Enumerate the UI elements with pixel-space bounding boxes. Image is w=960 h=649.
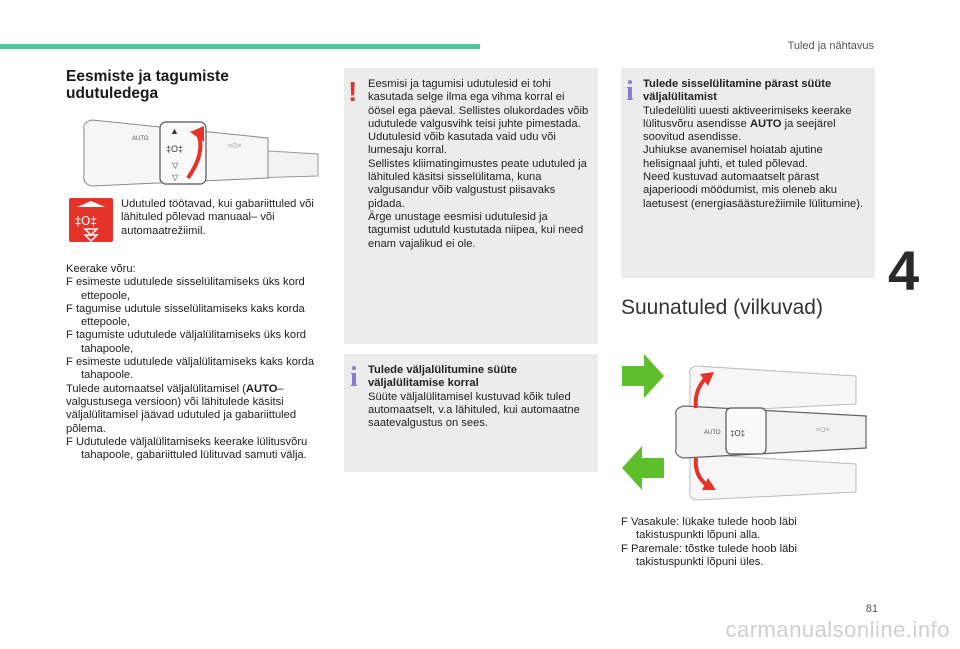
- section-title-indicators: Suunatuled (vilkuvad): [621, 296, 823, 319]
- chapter-number: 4: [888, 239, 920, 302]
- arrow-right-icon: [622, 354, 664, 398]
- list-item: F Vasakule: lükake tulede hoob läbi takistuspunkti lõpuni alla.: [621, 516, 797, 542]
- indicator-symbols-glyph: ‡O‡: [730, 429, 746, 438]
- svg-text:‡O‡: ‡O‡: [75, 214, 97, 228]
- info-title: Tulede väljalülitumine süüte väljalülitamise korral: [368, 364, 517, 390]
- info-icon: i: [350, 362, 358, 393]
- list-item: F tagumise udutule sisselülitamiseks kaks korda ettepoole,: [66, 302, 305, 329]
- auto-bold: AUTO: [245, 382, 278, 395]
- fog-light-icon: [69, 198, 113, 242]
- list-item: F tagumiste udutulede väljalülitamiseks üks kord tahapoole,: [66, 329, 307, 355]
- fog-stalk-illustration: [78, 112, 324, 190]
- arrow-left-icon: [622, 446, 664, 490]
- list-item: F esimeste udutulede sisselülitamiseks üks kord ettepoole,: [66, 276, 305, 302]
- watermark: carmanualsonline.info: [725, 617, 950, 642]
- list-item: F Udutulede väljalülitamiseks keerake lülitusvõru tahapoole, gabariittuled lülituvad samuti välja.: [66, 435, 308, 462]
- auto-bold: AUTO: [749, 117, 782, 130]
- page-number: 81: [865, 603, 878, 615]
- warning-icon: !: [348, 76, 358, 107]
- section-title-fog: [66, 68, 286, 102]
- title-line-1: Eesmiste ja tagumiste: [66, 68, 229, 85]
- fog-up-glyph: ▲: [170, 126, 179, 136]
- fog-symbols-glyph: ‡O‡: [166, 144, 184, 154]
- indicator-instructions: [621, 516, 845, 569]
- info-lights-off: [368, 364, 590, 430]
- chapter-bar: [0, 44, 480, 49]
- list-item: F Paremale: tõstke tulede hoob läbi takistuspunkti lõpuni üles.: [621, 542, 797, 568]
- stalk-end-glyph: ≡O≡: [816, 427, 830, 434]
- auto-paragraph: Tulede automaatsel väljalülitamisel (AUTO– valgustusega versioon) või lähitulede käsitsi väljalülitamisel jäävad udutuled ja gabariittuled põlema.: [66, 382, 297, 435]
- fog-down2-glyph: ▽: [172, 173, 179, 182]
- info-icon: i: [626, 76, 634, 107]
- fog-down-glyph: ▽: [172, 161, 179, 170]
- warning-text: Eesmisi ja tagumisi udutulesid ei tohi kasutada selge ilma ega vihma korral ei öösel ega päeval. Sellistes olukordades võib udutulede valgusvihk teisi juhte pimestada. Udutulesid võib kasutada vaid udu või lumesaju korral. Sellistes kliimatingimustes peate udutuled ja lähituled käsitsi sisselülitama, kuna valgusandur võib valgustust piisavaks pidada. Ärge unustage eesmisi udutulesid ja tagumist udutuld kustutada niipea, kui need enam vajalikud ei ole.: [368, 78, 589, 250]
- info-text: Tuledelüliti uuesti aktiveerimiseks keerake lülitusvõru asendisse AUTO ja seejärel soovitud asendisse. Juhiukse avanemisel hoiatab ajutine helisignaal juhti, et tuled põlevad. Need kustuvad automaatselt pärast ajaperioodi möödumist, mis oleneb aku laetusest (energiasäästurežiimile lülitumine).: [643, 104, 864, 210]
- list-item: F esimeste udutulede väljalülitamiseks kaks korda tahapoole.: [66, 356, 315, 382]
- fog-instructions: [66, 263, 324, 462]
- info-text: Süüte väljalülitamisel kustuvad kõik tuled automaatselt, v.a lähituled, kui automaatne saatevalgustus on sees.: [368, 390, 580, 430]
- intro-text: Keerake võru:: [66, 263, 136, 275]
- fog-icon-text: Udutuled töötavad, kui gabariittuled või lähituled põlevad manuaal– või automaatrežiimil.: [121, 198, 314, 237]
- info-title: Tulede sisselülitamine pärast süüte väljalülitamist: [643, 78, 832, 104]
- stalk-auto-label: AUTO: [704, 430, 721, 436]
- stalk-auto-label: AUTO: [132, 136, 149, 142]
- chapter-title: Tuled ja nähtavus: [787, 40, 874, 52]
- info-lights-on: [643, 78, 869, 211]
- title-line-2: udutuledega: [66, 85, 159, 102]
- stalk-end-glyph: ≡O≡: [228, 143, 242, 150]
- indicator-stalk-illustration: [616, 350, 878, 510]
